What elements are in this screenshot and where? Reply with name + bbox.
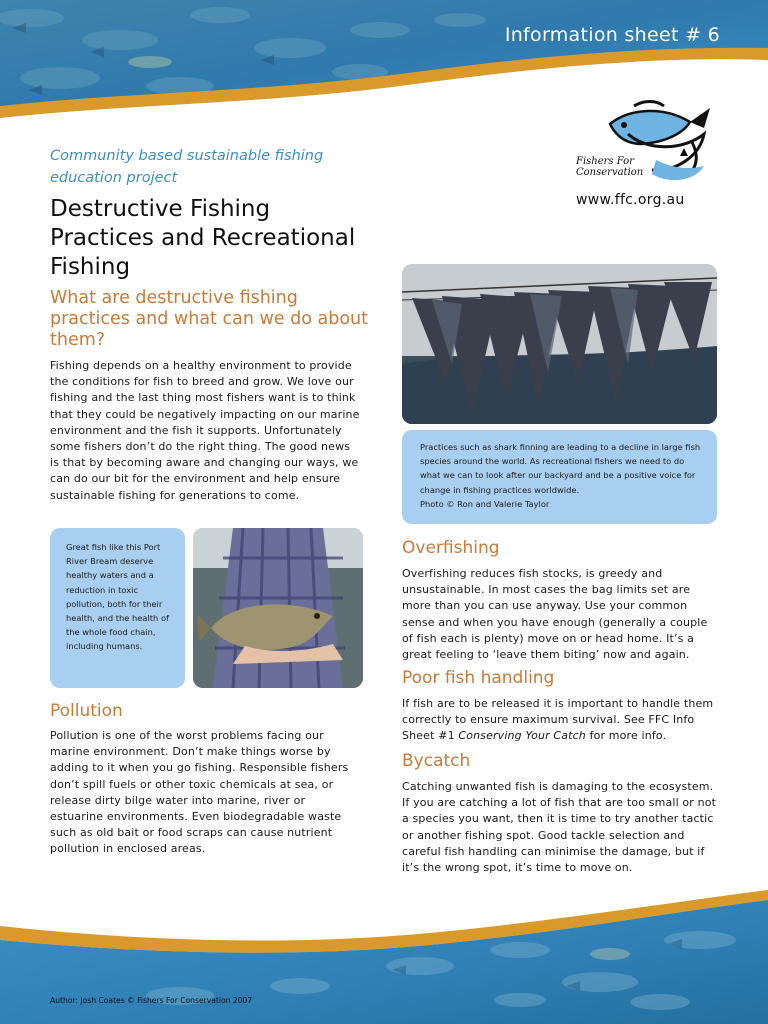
website-url[interactable]: www.ffc.org.au <box>576 192 685 208</box>
poor-fish-handling-paragraph <box>402 696 720 745</box>
bream-photo <box>193 528 363 688</box>
logo-text-line2: Conservation <box>576 167 644 178</box>
handling-text-start: If fish are to be released it is important to handle them correctly to ensure maximum survival. See FFC Info Sheet #1 <box>402 697 714 743</box>
lead-question: What are destructive fishing practices and what can we do about them? <box>50 288 368 350</box>
handling-text-end: for more info. <box>585 729 667 743</box>
author-credit: Author: Josh Coates © Fishers For Conservation 2007 <box>50 996 253 1005</box>
project-subtitle: Community based sustainable fishing education project <box>50 148 324 186</box>
bycatch-paragraph: Catching unwanted fish is damaging to the ecosystem. If you are catching a lot of fish that are too small or not a species you want, then it is time to try another tactic or another fishing spot. Good tackle selection and careful fish handling can minimise the damage, but if it’s the wrong spot, it’s time to move on. <box>402 780 717 875</box>
overfishing-heading: Overfishing <box>402 538 500 558</box>
conserving-your-catch-reference: Conserving Your Catch <box>458 729 586 743</box>
shark-finning-caption-text: Practices such as shark finning are leading to a decline in large fish species around the world. As recreational fishers we need to do what we can to look after our backyard and be a positive voice for change in fishing practices worldwide. <box>420 442 701 495</box>
page-title: Destructive Fishing Practices and Recreational Fishing <box>50 196 356 280</box>
bream-caption-text: Great fish like this Port River Bream deserve healthy waters and a reduction in toxic pollution, both for their health, and the health of the whole food chain, including humans. <box>66 542 169 652</box>
shark-fins-photo <box>402 264 717 424</box>
poor-fish-handling-heading: Poor fish handling <box>402 668 555 688</box>
logo-text-line1: Fishers For <box>576 156 634 167</box>
overfishing-paragraph: Overfishing reduces fish stocks, is greedy and unsustainable. In most cases the bag limits set are more than you can use anyway. Use your common sense and when you have enough (generally a couple of fish each is plenty) move on or head home. It’s a great feeling to ‘leave them biting’ now and again. <box>402 567 708 662</box>
pollution-paragraph: Pollution is one of the worst problems facing our marine environment. Don’t make things worse by adding to it when you go fishing. Responsible fishers don’t spill fuels or other toxic chemicals at sea, or release dirty bilge water into marine, river or estuarine environments. Even biodegradable waste such as old bait or food scraps can cause nutrient pollution in enclosed areas. <box>50 729 349 856</box>
ffc-logo <box>572 98 722 190</box>
intro-paragraph: Fishing depends on a healthy environment to provide the conditions for fish to breed and grow. We love our fishing and the last thing most fishers want is to think that they could be negatively impacting on our marine environment and the fish it supports. Unfortunately some fishers don’t do the right thing. The good news is that by becoming aware and changing our ways, we can do our bit for the environment and help ensure sustainable fishing for generations to come. <box>50 359 360 502</box>
shark-finning-caption-box <box>402 430 717 524</box>
bream-caption-box <box>50 528 185 688</box>
pollution-heading: Pollution <box>50 701 123 721</box>
bycatch-heading: Bycatch <box>402 751 471 771</box>
information-sheet-number: Information sheet # 6 <box>504 24 720 46</box>
photo-credit: Photo © Ron and Valerie Taylor <box>420 498 550 509</box>
